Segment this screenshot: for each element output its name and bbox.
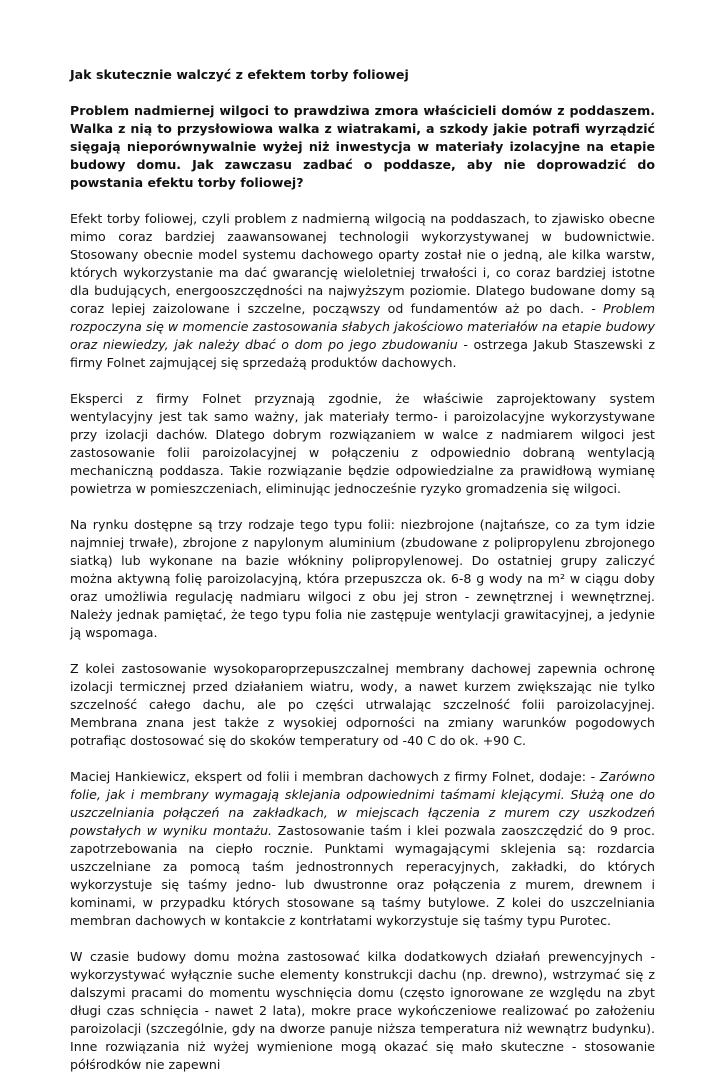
article-lead: Problem nadmiernej wilgoci to prawdziwa zmora właścicieli domów z poddaszem. Walka z nią to przysłowiowa walka z wiatrakami, a szkody jakie potrafi wyrządzić sięgają nieporównywalnie wyżej niż inwestycja w materiały izolacyjne na etapie budowy domu. Jak zawczasu zadbać o poddasze, aby nie doprowadzić do powstania efektu torby foliowej?	[70, 103, 655, 190]
paragraph-1	[70, 210, 655, 372]
paragraph-5-quote: Zarówno folie, jak i membrany wymagają sklejania odpowiednimi taśmami klejącymi. Służą one do uszczelniania połączeń na zakładkach, w miejscach łączenia z murem czy uszkodzeń powstałych w wyniku montażu.	[70, 769, 655, 838]
paragraph-1-text-b: - ostrzega Jakub Staszewski z firmy Folnet zajmującej się sprzedażą produktów dachowych.	[70, 337, 655, 370]
paragraph-1-text-a: Efekt torby foliowej, czyli problem z nadmierną wilgocią na poddaszach, to zjawisko obecne mimo coraz bardziej zaawansowanej technologii wykorzystywanej w budownictwie. Stosowany obecnie model systemu dachowego oparty został nie o jedną, ale kilka warstw, których wykorzystanie ma dać gwarancję wieloletniej trwałości i, co coraz bardziej istotne dla budujących, energooszczędności na najwyższym poziomie. Dlatego budowane domy są coraz lepiej zaizolowane i szczelne, począwszy od fundamentów aż po dach. -	[70, 211, 655, 316]
paragraph-2: Eksperci z firmy Folnet przyznają zgodnie, że właściwie zaprojektowany system wentylacyjny jest tak samo ważny, jak materiały termo- i paroizolacyjne wykorzystywane przy izolacji dachów. Dlatego dobrym rozwiązaniem w walce z nadmiarem wilgoci jest zastosowanie folii paroizolacyjnej w połączeniu z odpowiednio dobraną wentylacją mechaniczną poddasza. Takie rozwiązanie będzie odpowiedzialne za prawidłową wymianę powietrza w pomieszczeniach, eliminując jednocześnie ryzyko gromadzenia się wilgoci.	[70, 391, 655, 496]
paragraph-6: W czasie budowy domu można zastosować kilka dodatkowych działań prewencyjnych - wykorzystywać wyłącznie suche elementy konstrukcji dachu (np. drewno), wstrzymać się z dalszymi pracami do momentu wyschnięcia domu (często ignorowane ze względu na zbyt długi czas schnięcia - nawet 2 lata), mokre prace wykończeniowe realizować po założeniu paroizolacji (szczególnie, gdy na dworze panuje niższa temperatura niż wewnątrz budynku). Inne rozwiązania niż wyżej wymienione mogą okazać się mało skuteczne - stosowanie półśrodków nie zapewni	[70, 949, 655, 1072]
paragraph-4: Z kolei zastosowanie wysokoparoprzepuszczalnej membrany dachowej zapewnia ochronę izolacji termicznej przed działaniem wiatru, wody, a nawet kurzem zwiększając nie tylko szczelność całego dachu, ale po części utrwalając szczelność folii paroizolacyjnej. Membrana znana jest także z wysokiej odporności na zmiany warunków pogodowych potrafiąc dostosować się do skoków temperatury od -40 C do ok. +90 C.	[70, 661, 655, 748]
paragraph-1-quote: Problem rozpoczyna się w momencie zastosowania słabych jakościowo materiałów na etapie budowy oraz niewiedzy, jak należy dbać o dom po jego zbudowaniu	[70, 301, 655, 352]
paragraph-5	[70, 768, 655, 930]
paragraph-5-text-a: Maciej Hankiewicz, ekspert od folii i membran dachowych z firmy Folnet, dodaje: -	[70, 769, 600, 784]
paragraph-3: Na rynku dostępne są trzy rodzaje tego typu folii: niezbrojone (najtańsze, co za tym idzie najmniej trwałe), zbrojone z napylonym aluminium (zbudowane z polipropylenu zbrojonego siatką) lub wykonane na bazie włókniny polipropylenowej. Do ostatniej grupy zaliczyć można aktywną folię paroizolacyjną, która przepuszcza ok. 6-8 g wody na m² w ciągu doby oraz umożliwia regulację nadmiaru wilgoci z obu jej stron - zewnętrznej i wewnętrznej. Należy jednak pamiętać, że tego typu folia nie zastępuje wentylacji grawitacyjnej, a jedynie ją wspomaga.	[70, 517, 655, 640]
paragraph-5-text-b: Zastosowanie taśm i klei pozwala zaoszczędzić do 9 proc. zapotrzebowania na ciepło rocznie. Punktami wymagającymi sklejenia są: rozdarcia uszczelniane za pomocą taśm jednostronnych reperacyjnych, zakładki, do których wykorzystuje się taśmy jedno- lub dwustronne oraz połączenia z murem, drewnem i kominami, w przypadku których stosowane są taśmy butylowe. Z kolei do uszczelniania membran dachowych w kontakcie z kontrłatami wykorzystuje się taśmy typu Purotec.	[70, 823, 655, 928]
article-title: Jak skutecznie walczyć z efektem torby foliowej	[70, 67, 409, 82]
document-page	[70, 66, 655, 1092]
